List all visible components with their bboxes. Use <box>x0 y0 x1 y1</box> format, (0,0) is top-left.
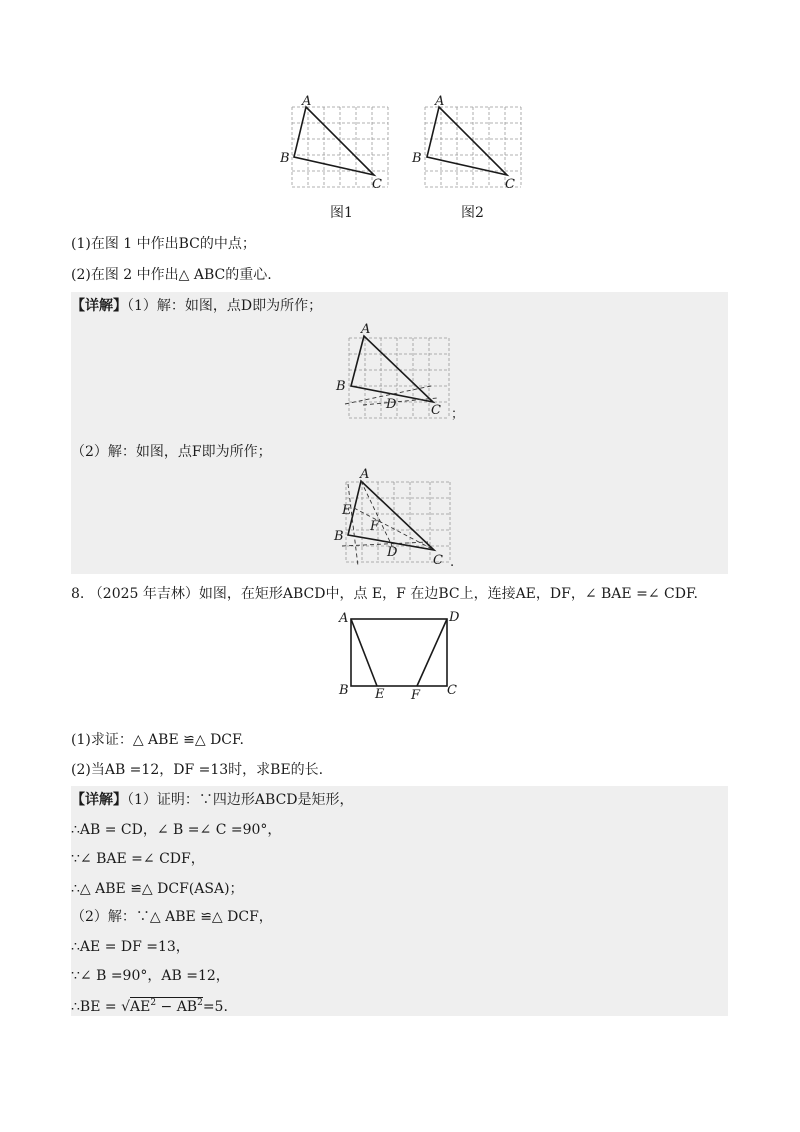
q7-answer-part1 <box>71 296 322 316</box>
answer-heading: 【详解】 <box>71 298 127 314</box>
label-A: A <box>302 95 312 109</box>
q8-stem: 8. （2025 年吉林）如图，在矩形ABCD中，点 E，F 在边BC上，连接AE，DF，∠ BAE =∠ CDF. <box>71 586 698 602</box>
label-B: B <box>336 379 346 394</box>
label-C: C <box>433 553 443 568</box>
fig2-caption: 图2 <box>461 205 484 221</box>
q8-figure <box>338 608 468 703</box>
answer-text: （1）解：如图，点D即为所作； <box>127 298 323 314</box>
label-B: B <box>334 529 344 544</box>
label-C: C <box>505 177 515 192</box>
answer-suffix: =5. <box>202 999 228 1015</box>
q8-answer-line7: ∵∠ B =90°，AB =12， <box>71 968 230 984</box>
label-A: A <box>361 322 371 337</box>
radicand-b: − AB <box>156 999 198 1015</box>
radicand <box>130 997 203 1015</box>
figure-1 <box>280 95 390 195</box>
label-A: A <box>360 467 370 482</box>
label-E: E <box>375 687 385 702</box>
q8-answer-line6: ∴AE = DF =13， <box>71 939 190 955</box>
label-C: C <box>431 403 441 418</box>
q8-part1: (1)求证：△ ABE ≌△ DCF. <box>71 732 244 748</box>
label-B: B <box>339 683 349 698</box>
q8-answer-line8 <box>71 997 228 1019</box>
answer-figure-1 <box>333 322 468 422</box>
sqrt-symbol: √ <box>121 999 130 1015</box>
exponent-a: 2 <box>150 998 157 1008</box>
answer-figure-2 <box>330 466 460 576</box>
fig-tail: ； <box>451 407 465 422</box>
answer-text: （1）证明：∵四边形ABCD是矩形， <box>127 792 354 808</box>
exponent-b: 2 <box>197 998 203 1008</box>
q8-answer-line5: （2）解：∵△ ABE ≌△ DCF， <box>71 909 273 925</box>
label-A: A <box>339 611 349 626</box>
answer-prefix: ∴BE = <box>71 999 117 1015</box>
label-E: E <box>342 503 352 518</box>
label-D: D <box>449 610 460 625</box>
fig1-caption: 图1 <box>330 205 353 221</box>
q7-answer-part2: （2）解：如图，点F即为所作； <box>71 444 272 460</box>
label-B: B <box>280 151 290 166</box>
q8-answer-line2: ∴AB = CD，∠ B =∠ C =90°， <box>71 822 282 838</box>
label-A: A <box>435 95 445 109</box>
q8-part2: (2)当AB =12，DF =13时，求BE的长. <box>71 762 324 778</box>
label-C: C <box>372 177 382 192</box>
q8-answer-line3: ∵∠ BAE =∠ CDF， <box>71 851 205 867</box>
label-C: C <box>447 683 457 698</box>
fig-tail: . <box>450 555 455 570</box>
label-B: B <box>412 151 422 166</box>
answer-heading: 【详解】 <box>71 792 127 808</box>
radicand-a: AE <box>129 999 151 1015</box>
label-D: D <box>386 397 397 412</box>
label-D: D <box>387 545 398 560</box>
label-F: F <box>411 688 421 703</box>
q7-part1: (1)在图 1 中作出BC的中点； <box>71 236 256 252</box>
label-F: F <box>370 519 380 534</box>
q8-answer-line1 <box>71 790 354 810</box>
figure-2 <box>410 95 525 195</box>
q7-part2: (2)在图 2 中作出△ ABC的重心. <box>71 267 272 283</box>
q8-answer-line4: ∴△ ABE ≌△ DCF(ASA)； <box>71 881 244 897</box>
